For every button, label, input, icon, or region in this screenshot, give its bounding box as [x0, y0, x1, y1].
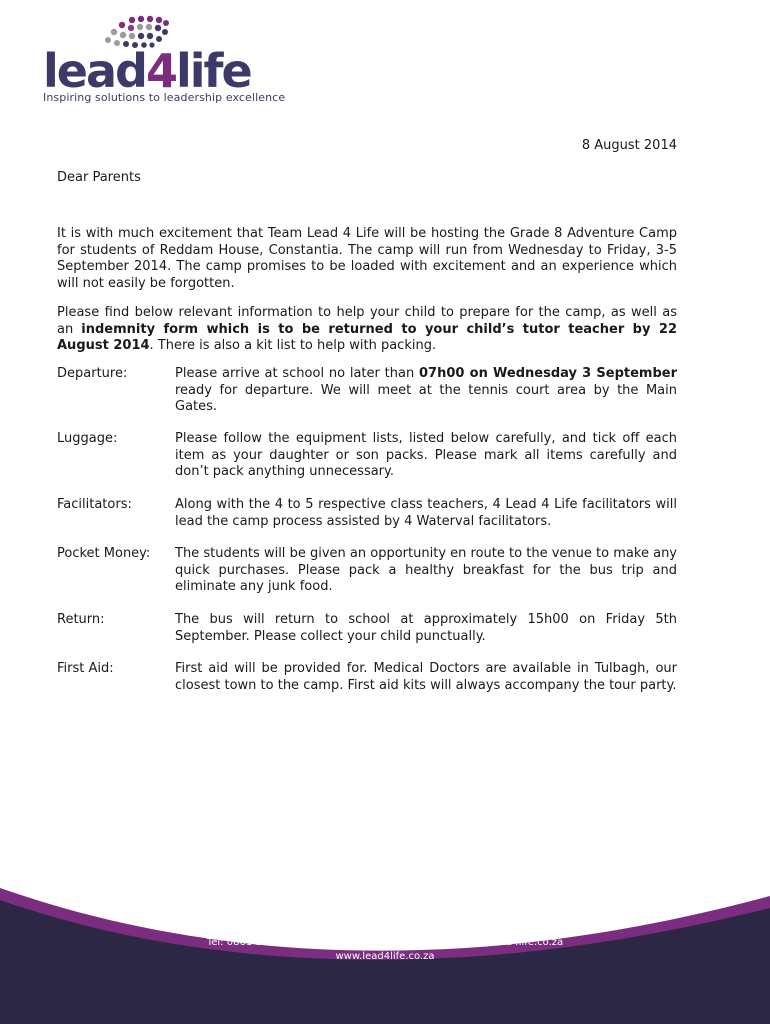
- departure-text: [175, 366, 677, 416]
- footer-website: www.lead4life.co.za: [335, 951, 435, 962]
- departure-text-a: Please arrive at school no later than: [175, 366, 420, 381]
- departure-text-b: ready for departure. We will meet at the tennis court area by the Main Gates.: [175, 382, 677, 414]
- info-paragraph: [57, 305, 677, 355]
- logo-word-4: 4: [145, 44, 176, 98]
- luggage-label: Luggage:: [57, 431, 118, 446]
- pocket-money-label: Pocket Money:: [57, 546, 151, 561]
- luggage-text: Please follow the equipment lists, listed below carefully, and tick off each item as your daughter or son packs. Please mark all items carefully and don’t pack anything unnecessary.: [175, 431, 677, 479]
- departure-label: Departure:: [57, 366, 128, 381]
- logo-wordmark: [43, 44, 251, 98]
- logo-tagline: Inspiring solutions to leadership excellence: [43, 91, 286, 104]
- footer-contacts: Tel: 0861 343 738 • Cell: 083 414 3232 • E-mail: kevin@lead4life.co.za: [206, 937, 564, 948]
- first-aid-text: First aid will be provided for. Medical Doctors are available in Tulbagh, our closest town to the camp. First aid kits will always accompany the tour party.: [175, 661, 677, 693]
- indemnity-notice: indemnity form which is to be returned to your child’s tutor teacher by 22 August 2014: [57, 321, 677, 353]
- info-paragraph-text-b: . There is also a kit list to help with packing.: [149, 338, 437, 353]
- salutation: Dear Parents: [57, 170, 141, 185]
- logo-word-life: life: [175, 44, 251, 98]
- info-paragraph-text-a: Please find below relevant information to help your child to prepare for the camp, as well as an: [57, 305, 677, 337]
- intro-paragraph: It is with much excitement that Team Lead 4 Life will be hosting the Grade 8 Adventure Camp for students of Reddam House, Constantia. The camp will run from Wednesday to Friday, 3-5 September 2014. The camp promises to be loaded with excitement and an experience which will not easily be forgotten.: [57, 226, 677, 291]
- logo-word-lead: lead: [43, 44, 146, 98]
- letter-date: 8 August 2014: [581, 138, 677, 153]
- company-logo: [40, 14, 290, 106]
- footer-address: P.O. Box 24021, Claremont, 7735: [302, 923, 468, 934]
- departure-time: 07h00 on Wednesday 3 September: [419, 366, 678, 381]
- return-text: The bus will return to school at approximately 15h00 on Friday 5th September. Please collect your child punctually.: [175, 612, 677, 644]
- pocket-money-text: The students will be given an opportunity en route to the venue to make any quick purchases. Please pack a healthy breakfast for the bus trip and eliminate any junk food.: [175, 546, 677, 594]
- first-aid-label: First Aid:: [57, 661, 114, 676]
- facilitators-label: Facilitators:: [57, 497, 132, 512]
- return-label: Return:: [57, 612, 105, 627]
- facilitators-text: Along with the 4 to 5 respective class teachers, 4 Lead 4 Life facilitators will lead the camp process assisted by 4 Waterval facilitators.: [175, 497, 677, 529]
